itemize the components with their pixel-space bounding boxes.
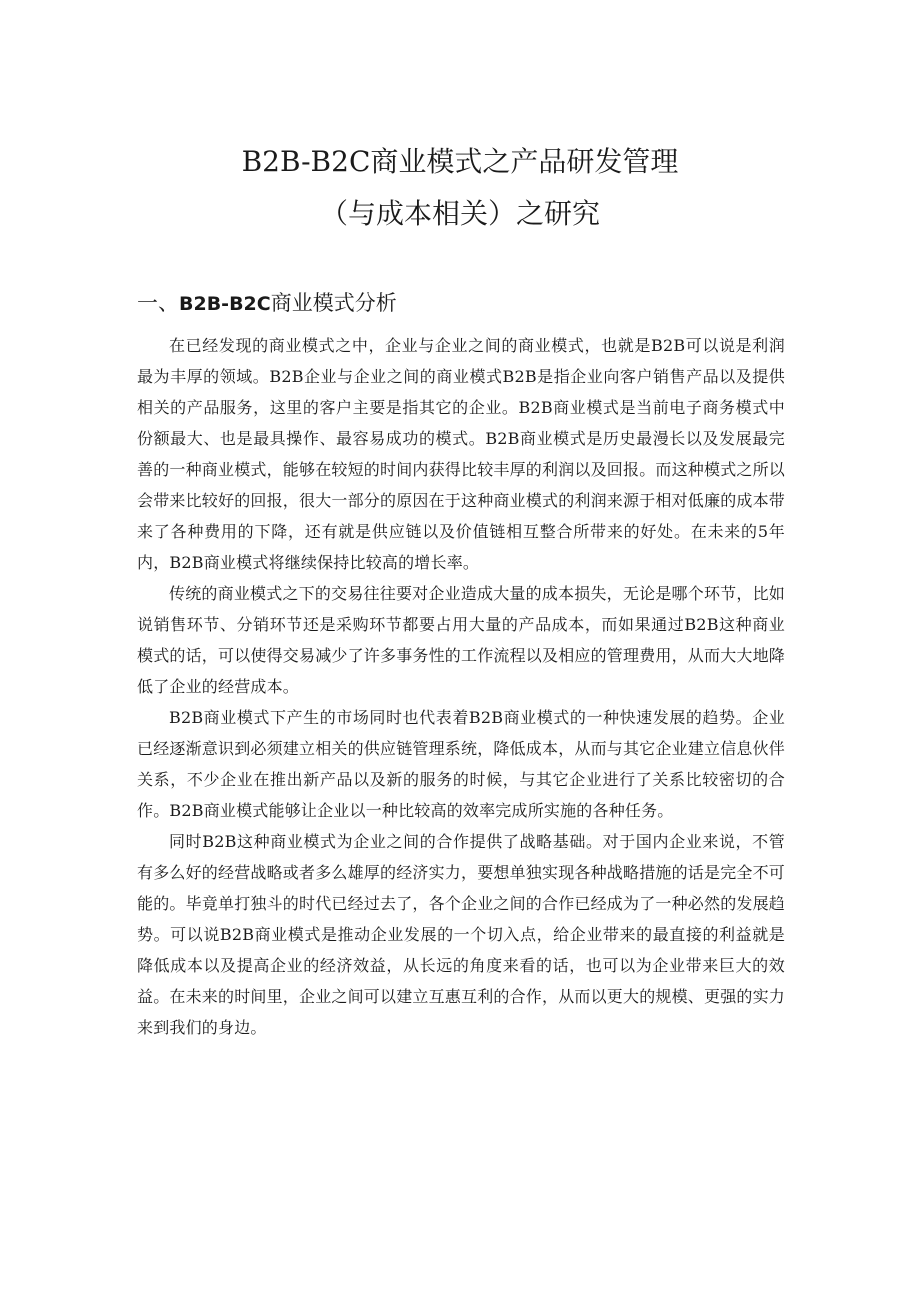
title-line-1: B2B-B2C商业模式之产品研发管理 [241, 145, 679, 178]
title-line-2: （与成本相关）之研究 [319, 197, 600, 230]
section-heading-text: 商业模式分析 [270, 291, 397, 315]
document-title [0, 136, 920, 240]
paragraph: B2B商业模式下产生的市场同时也代表着B2B商业模式的一种快速发展的趋势。企业已经逐渐意识到必须建立相关的供应链管理系统，降低成本，从而与其它企业建立信息伙伴关系，不少企业在推出新产品以及新的服务的时候，与其它企业进行了关系比较密切的合作。B2B商业模式能够让企业以一种比较高的效率完成所实施的各种任务。 [137, 708, 786, 820]
section-body [137, 330, 785, 1043]
paragraph: 在已经发现的商业模式之中，企业与企业之间的商业模式，也就是B2B可以说是利润最为丰厚的领域。B2B企业与企业之间的商业模式B2B是指企业向客户销售产品以及提供相关的产品服务，这里的客户主要是指其它的企业。B2B商业模式是当前电子商务模式中份额最大、也是最具操作、最容易成功的模式。B2B商业模式是历史最漫长以及发展最完善的一种商业模式，能够在较短的时间内获得比较丰厚的利润以及回报。而这种模式之所以会带来比较好的回报，很大一部分的原因在于这种商业模式的利润来源于相对低廉的成本带来了各种费用的下降，还有就是供应链以及价值链相互整合所带来的好处。在未来的5年内，B2B商业模式将继续保持比较高的增长率。 [137, 336, 786, 572]
paragraph: 传统的商业模式之下的交易往往要对企业造成大量的成本损失，无论是哪个环节，比如说销售环节、分销环节还是采购环节都要占用大量的产品成本，而如果通过B2B这种商业模式的话，可以使得交易减少了许多事务性的工作流程以及相应的管理费用，从而大大地降低了企业的经营成本。 [137, 584, 786, 696]
section-heading-code: B2B-B2C [179, 293, 271, 315]
section-number: 一、 [137, 291, 179, 315]
paragraph: 同时B2B这种商业模式为企业之间的合作提供了战略基础。对于国内企业来说，不管有多么好的经营战略或者多么雄厚的经济实力，要想单独实现各种战略措施的话是完全不可能的。毕竟单打独斗的时代已经过去了，各个企业之间的合作已经成为了一种必然的发展趋势。可以说B2B商业模式是推动企业发展的一个切入点，给企业带来的最直接的利益就是降低成本以及提高企业的经济效益，从长远的角度来看的话，也可以为企业带来巨大的效益。在未来的时间里，企业之间可以建立互惠互利的合作，从而以更大的规模、更强的实力来到我们的身边。 [137, 832, 786, 1037]
section-heading [137, 287, 397, 320]
